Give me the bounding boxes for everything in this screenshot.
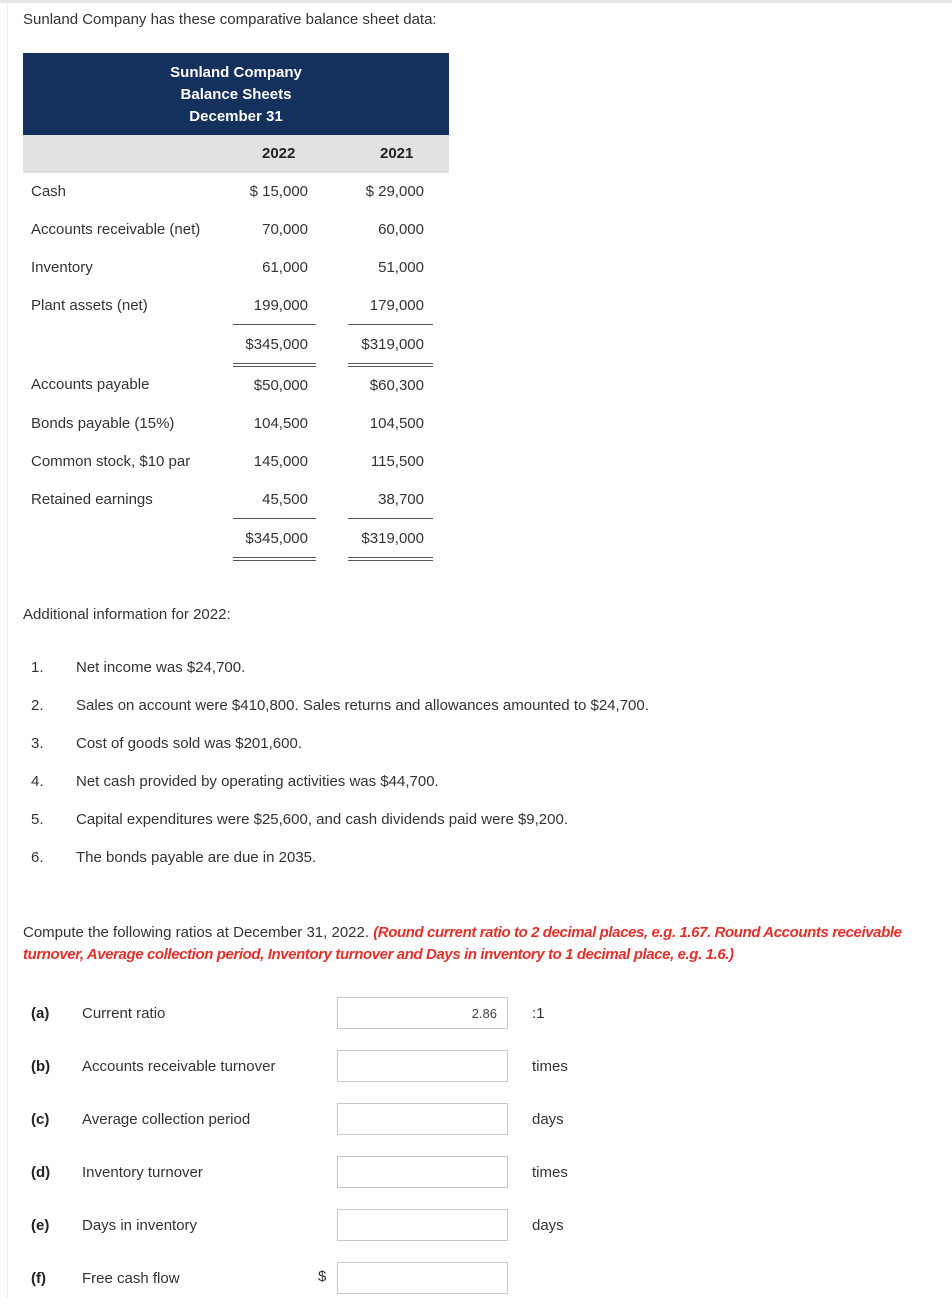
- subtotal-rule-2021: [348, 518, 433, 519]
- statement-date: December 31: [189, 108, 283, 125]
- subtotal-rule-2022: [233, 324, 316, 325]
- plant-assets-2022: 199,000: [253, 297, 308, 314]
- rounding-instructions: (Round current ratio to 2 decimal places, e.g. 1.67. Round Accounts receivable turnover, Average collection period, Inventory turnover and Days in inventory to 1 decimal place, e.g. 1.6.): [23, 924, 902, 963]
- dollar-prefix: $: [318, 1268, 327, 1285]
- unit-label: times: [532, 1058, 568, 1075]
- question-key-b: (b): [31, 1058, 51, 1075]
- question-label-ar-turnover: Accounts receivable turnover: [82, 1058, 276, 1075]
- inventory-2022: 61,000: [262, 259, 308, 276]
- company-name: Sunland Company: [170, 64, 302, 81]
- total-double-rule-2022: [233, 363, 316, 364]
- row-label-accounts-receivable: Accounts receivable (net): [31, 221, 201, 238]
- list-item-text: Capital expenditures were $25,600, and cash dividends paid were $9,200.: [76, 811, 568, 828]
- left-border: [7, 3, 8, 1298]
- intro-text: Sunland Company has these comparative balance sheet data:: [23, 11, 437, 28]
- question-key-d: (d): [31, 1164, 51, 1181]
- total-double-rule-2022: [233, 560, 316, 561]
- additional-info-heading: Additional information for 2022:: [23, 606, 231, 623]
- total-double-rule-2021: [348, 560, 433, 561]
- instructions: [23, 922, 923, 966]
- list-item-number: 4.: [31, 773, 44, 790]
- row-label-accounts-payable: Accounts payable: [31, 376, 150, 393]
- retained-earnings-2021: 38,700: [378, 491, 424, 508]
- retained-earnings-2022: 45,500: [262, 491, 308, 508]
- accounts-receivable-2022: 70,000: [262, 221, 308, 238]
- unit-label: :1: [532, 1005, 545, 1022]
- question-key-a: (a): [31, 1005, 50, 1022]
- total-double-rule-2021: [348, 363, 433, 364]
- list-item-number: 2.: [31, 697, 44, 714]
- days-in-inventory-input[interactable]: [337, 1209, 508, 1241]
- list-item-text: Sales on account were $410,800. Sales returns and allowances amounted to $24,700.: [76, 697, 649, 714]
- list-item-number: 6.: [31, 849, 44, 866]
- question-key-e: (e): [31, 1217, 50, 1234]
- list-item-number: 5.: [31, 811, 44, 828]
- total-liabilities-equity-2022: $345,000: [245, 530, 308, 547]
- accounts-payable-2022: $50,000: [253, 377, 308, 394]
- list-item-text: Net income was $24,700.: [76, 659, 246, 676]
- unit-label: times: [532, 1164, 568, 1181]
- row-label-plant-assets: Plant assets (net): [31, 297, 148, 314]
- subtotal-rule-2021: [348, 324, 433, 325]
- total-assets-2021: $319,000: [361, 336, 424, 353]
- bonds-payable-2022: 104,500: [253, 415, 308, 432]
- total-assets-2022: $345,000: [245, 336, 308, 353]
- common-stock-2021: 115,500: [370, 453, 424, 470]
- question-key-c: (c): [31, 1111, 50, 1128]
- ar-turnover-input[interactable]: [337, 1050, 508, 1082]
- list-item-text: Net cash provided by operating activities was $44,700.: [76, 773, 439, 790]
- year-2021-header: 2021: [380, 145, 414, 162]
- total-double-rule-2021: [348, 366, 433, 367]
- list-item-number: 3.: [31, 735, 44, 752]
- unit-label: days: [532, 1217, 564, 1234]
- current-ratio-input[interactable]: [337, 997, 508, 1029]
- list-item-text: Cost of goods sold was $201,600.: [76, 735, 302, 752]
- list-item-text: The bonds payable are due in 2035.: [76, 849, 317, 866]
- row-label-bonds-payable: Bonds payable (15%): [31, 415, 175, 432]
- question-label-free-cash-flow: Free cash flow: [82, 1270, 180, 1287]
- statement-title: Balance Sheets: [180, 86, 292, 103]
- row-label-retained-earnings: Retained earnings: [31, 491, 153, 508]
- avg-collection-period-input[interactable]: [337, 1103, 508, 1135]
- accounts-payable-2021: $60,300: [369, 377, 424, 394]
- row-label-inventory: Inventory: [31, 259, 93, 276]
- balance-sheet-header: [23, 53, 449, 135]
- total-double-rule-2022: [233, 557, 316, 558]
- bonds-payable-2021: 104,500: [369, 415, 424, 432]
- free-cash-flow-input[interactable]: [337, 1262, 508, 1294]
- plant-assets-2021: 179,000: [369, 297, 424, 314]
- inventory-turnover-input[interactable]: [337, 1156, 508, 1188]
- total-liabilities-equity-2021: $319,000: [361, 530, 424, 547]
- question-key-f: (f): [31, 1270, 46, 1287]
- question-label-current-ratio: Current ratio: [82, 1005, 166, 1022]
- question-label-days-in-inventory: Days in inventory: [82, 1217, 198, 1234]
- year-2022-header: 2022: [262, 145, 296, 162]
- common-stock-2022: 145,000: [253, 453, 308, 470]
- row-label-cash: Cash: [31, 183, 67, 200]
- cash-2021: $ 29,000: [365, 183, 424, 200]
- cash-2022: $ 15,000: [249, 183, 308, 200]
- question-label-avg-collection-period: Average collection period: [82, 1111, 251, 1128]
- top-border: [0, 0, 952, 3]
- row-label-common-stock: Common stock, $10 par: [31, 453, 191, 470]
- inventory-2021: 51,000: [378, 259, 424, 276]
- accounts-receivable-2021: 60,000: [378, 221, 424, 238]
- total-double-rule-2021: [348, 557, 433, 558]
- total-double-rule-2022: [233, 366, 316, 367]
- question-label-inventory-turnover: Inventory turnover: [82, 1164, 203, 1181]
- list-item-number: 1.: [31, 659, 44, 676]
- subtotal-rule-2022: [233, 518, 316, 519]
- instructions-text: Compute the following ratios at December 31, 2022.: [23, 924, 374, 941]
- unit-label: days: [532, 1111, 564, 1128]
